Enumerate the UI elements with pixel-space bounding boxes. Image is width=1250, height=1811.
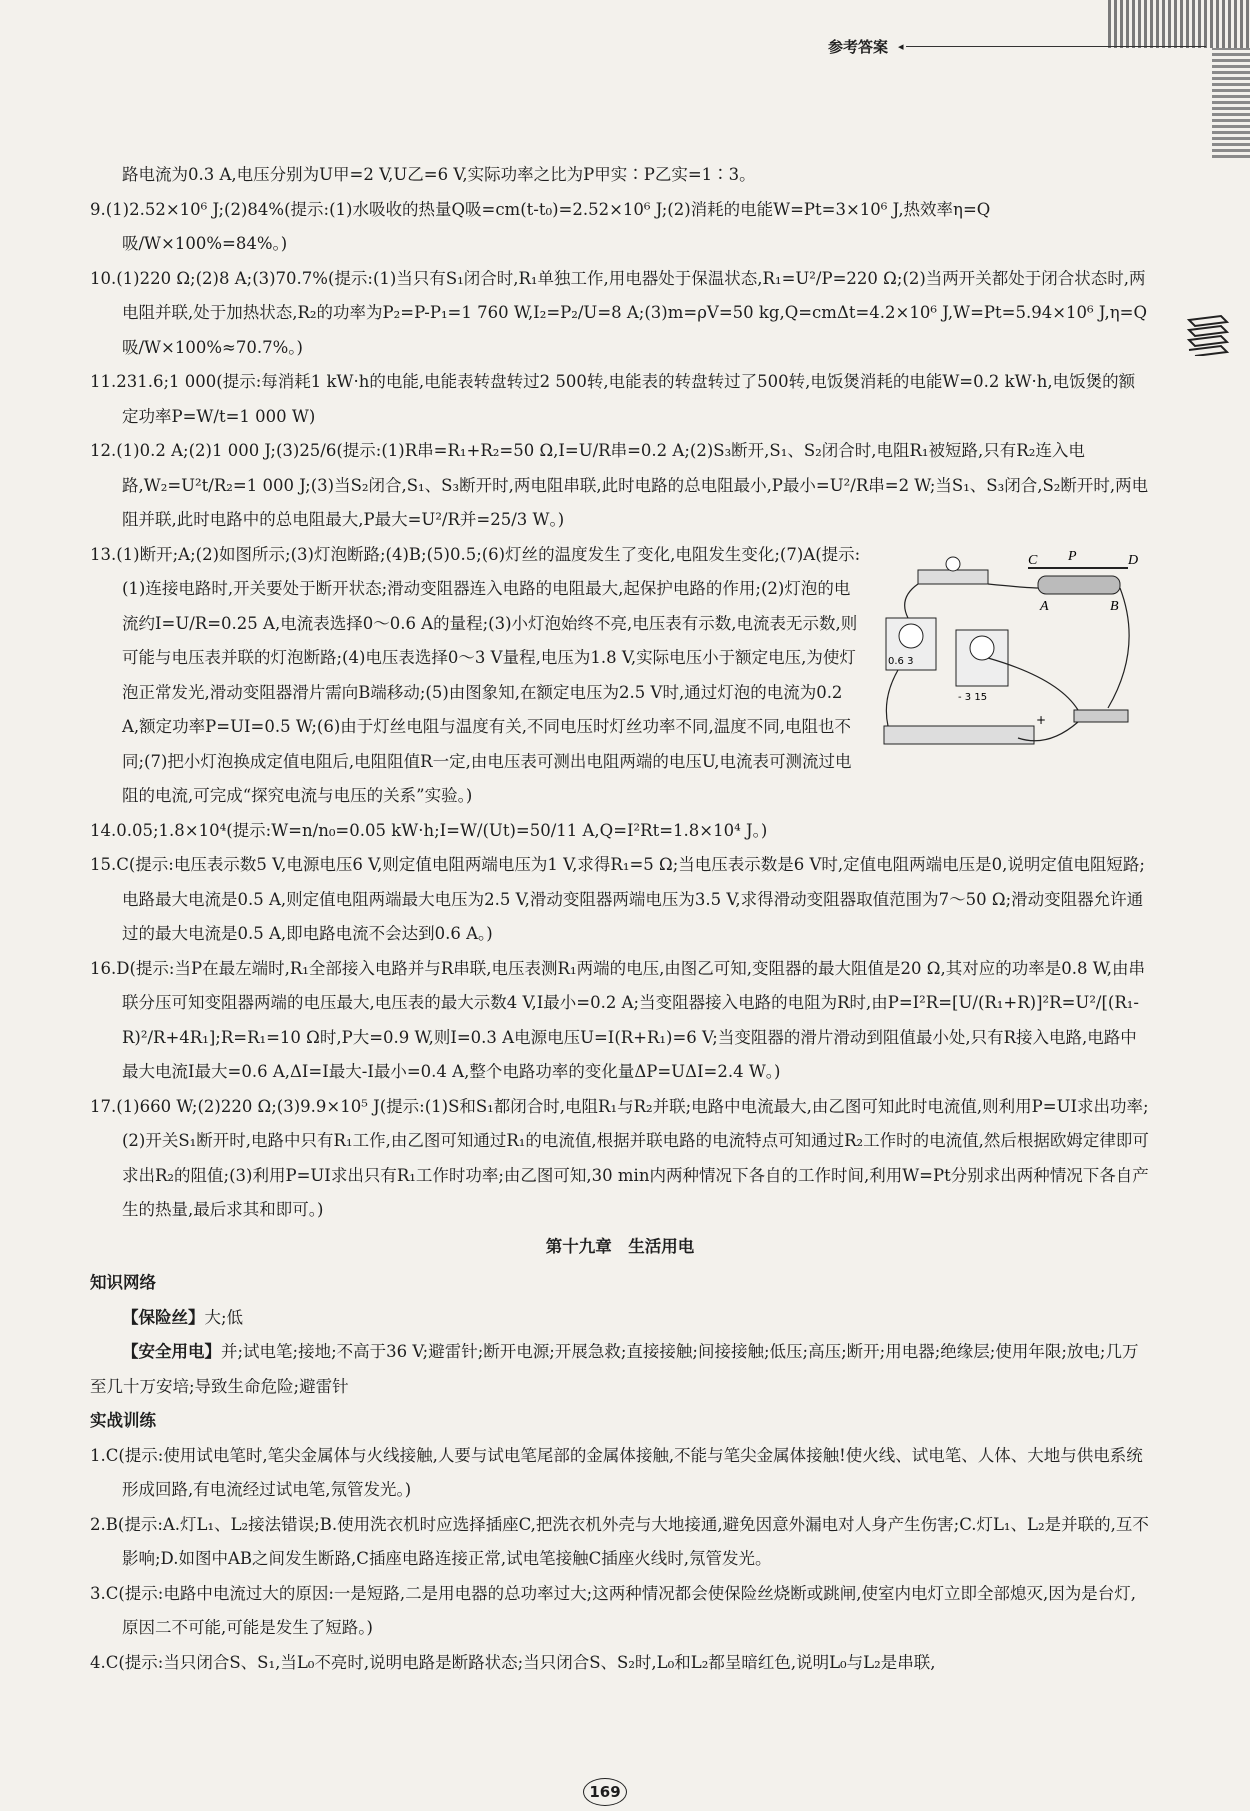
label-b: B: [1110, 598, 1119, 614]
circuit-diagram: [878, 548, 1150, 772]
ammeter-range: 0.6 3: [888, 655, 914, 667]
answer-14: 14.0.05;1.8×10⁴(提示:W=n/n₀=0.05 kW·h;I=W/(Ut)=50/11 A,Q=I²Rt=1.8×10⁴ J。): [90, 820, 768, 840]
practice-4: 4.C(提示:当只闭合S、S₁,当L₀不亮时,说明电路是断路状态;当只闭合S、S₂时,L₀和L₂都呈暗红色,说明L₀与L₂是串联,: [90, 1652, 936, 1672]
answer-10: 10.(1)220 Ω;(2)8 A;(3)70.7%(提示:(1)当只有S₁闭合时,R₁单独工作,用电器处于保温状态,R₁=U²/P=220 Ω;(2)当两开关都处于闭合状态时,两电阻并联,处于加热状态,R₂的功率为P₂=P-P₁=1 760 W,I₂=P₂/U=8 A;(3)m=ρV=50 kg,Q=cmΔt=4.2×10⁶ J,W=Pt=5.94×10⁶ J,η=Q吸/W×100%≈70.7%。): [90, 268, 1148, 357]
label-c: C: [1028, 552, 1038, 568]
answer-17: 17.(1)660 W;(2)220 Ω;(3)9.9×10⁵ J(提示:(1)S和S₁都闭合时,电阻R₁与R₂并联;电路中电流最大,由乙图可知此时电流值,则利用P=UI求出功率;(2)开关S₁断开时,电路中只有R₁工作,由乙图可知通过R₁的电流值,根据并联电路的电流特点可知通过R₂工作时的电流值,然后根据欧姆定律即可求出R₂的阻值;(3)利用P=UI求出只有R₁工作时功率;由乙图可知,30 min内两种情况下各自的工作时间,利用W=Pt分别求出两种情况下各自产生的热量,最后求其和即可。): [90, 1096, 1149, 1219]
answer-13: C P D A B 0.6 3 - 3 15 + 13.(1)断开;A;(2)如图所示;(3)灯泡断路;(4)B;(5)0.5;(6)灯丝的温度发生了变化,电阻发生变化;(7)A(提示:(1)连接电路时,开关要处于断开状态;滑动变阻器连入电路的电阻最大,起保护电路的作用;(2)灯泡的电流约I=U/R=0.25 A,电流表选择0～0.6 A的量程;(3)小灯泡始终不亮,电压表有示数,电流表无示数,则可能与电压表并联的灯泡断路;(4)电压表选择0～3 V量程,电压为1.8 V,实际电压小于额定电压,为使灯泡正常发光,滑动变阻器滑片需向B端移动;(5)由图象知,在额定电压为2.5 V时,通过灯泡的电流为0.2 A,额定功率P=UI=0.5 W;(6)由于灯丝电阻与温度有关,不同电压时灯丝功率不同,温度不同,电阻也不同;(7)把小灯泡换成定值电阻后,电阻阻值R一定,由电压表可测出电阻两端的电压U,电流表可测流过电阻的电流,可完成“探究电流与电压的关系”实验。): [90, 538, 1150, 814]
answer-9: 9.(1)2.52×10⁶ J;(2)84%(提示:(1)水吸收的热量Q吸=cm(t-t₀)=2.52×10⁶ J;(2)消耗的电能W=Pt=3×10⁶ J,热效率η=Q吸/W×100%=84%。): [90, 199, 991, 253]
books-icon: [1185, 312, 1231, 356]
label-d: D: [1128, 552, 1139, 568]
header-label: 参考答案: [828, 38, 889, 56]
answer-content: [90, 158, 1150, 1680]
voltmeter-range: - 3 15: [958, 691, 988, 703]
practice-2: 2.B(提示:A.灯L₁、L₂接法错误;B.使用洗衣机时应选择插座C,把洗衣机外壳与大地接通,避免因意外漏电对人身产生伤害;C.灯L₁、L₂是并联的,互不影响;D.如图中AB之间发生断路,C插座电路连接正常,试电笔接触C插座火线时,氖管发光。: [90, 1514, 1149, 1568]
safety-line: 【安全用电】并;试电笔;接地;不高于36 V;避雷针;断开电源;开展急救;直接接触;间接接触;低压;高压;断开;用电器;绝缘层;使用年限;放电;几万至几十万安培;导致生命危险;避雷针: [90, 1342, 1139, 1396]
battery: [884, 726, 1034, 744]
fuse-line: 【保险丝】大;低: [122, 1307, 244, 1327]
practice-3: 3.C(提示:电路中电流过大的原因:一是短路,二是用电器的总功率过大;这两种情况都会使保险丝烧断或跳闸,使室内电灯立即全部熄灭,因为是台灯,原因二不可能,可能是发生了短路。): [90, 1583, 1136, 1637]
header-rule: [906, 46, 1206, 47]
answer-15: 15.C(提示:电压表示数5 V,电源电压6 V,则定值电阻两端电压为1 V,求得R₁=5 Ω;当电压表示数是6 V时,定值电阻两端电压是0,说明定值电阻短路;电路最大电流是0.5 A,则定值电阻两端最大电压为2.5 V,滑动变阻器两端电压为3.5 V,求得滑动变阻器取值范围为7～50 Ω;滑动变阻器允许通过的最大电流是0.5 A,即电路电流不会达到0.6 A。): [90, 855, 1145, 943]
label-a: A: [1040, 598, 1049, 614]
answer-8-continuation: 路电流为0.3 A,电压分别为U甲=2 V,U乙=6 V,实际功率之比为P甲实∶P乙实=1∶3。: [122, 165, 756, 184]
switch: [1074, 710, 1128, 722]
knowledge-heading: 知识网络: [90, 1273, 156, 1292]
lamp-base: [918, 570, 988, 584]
answer-16: 16.D(提示:当P在最左端时,R₁全部接入电路并与R串联,电压表测R₁两端的电压,由图乙可知,变阻器的最大阻值是20 Ω,其对应的功率是0.8 W,由串联分压可知变阻器两端的电压最大,电压表的最大示数4 V,I最小=0.2 A;当变阻器接入电路的电阻为R时,由P=I²R=[U/(R₁+R)]²R=U²/[(R₁-R)²/R+4R₁];R=R₁=10 Ω时,P大=0.9 W,则I=0.3 A电源电压U=I(R+R₁)=6 V;当变阻器的滑片滑动到阻值最小处,只有R接入电路,电路中最大电流I最大=0.6 A,ΔI=I最大-I最小=0.4 A,整个电路功率的变化量ΔP=UΔI=2.4 W。): [90, 958, 1146, 1081]
answer-11: 11.231.6;1 000(提示:每消耗1 kW·h的电能,电能表转盘转过2 500转,电能表的转盘转过了500转,电饭煲消耗的电能W=0.2 kW·h,电饭煲的额定功率P=W/t=1 000 W): [90, 372, 1136, 426]
header-arrow-icon: ◂: [898, 40, 904, 53]
header-stripes: [1108, 0, 1250, 48]
rheostat: [1038, 576, 1120, 594]
label-p: P: [1068, 548, 1077, 564]
practice-1: 1.C(提示:使用试电笔时,笔尖金属体与火线接触,人要与试电笔尾部的金属体接触,不能与笔尖金属体接触!使火线、试电笔、人体、大地与供电系统形成回路,有电流经过试电笔,氖管发光。): [90, 1445, 1143, 1499]
battery-plus: +: [1036, 712, 1047, 727]
page-number: 169: [583, 1778, 627, 1806]
bulb: [946, 557, 960, 571]
side-stripes: [1212, 48, 1250, 158]
answer-12: 12.(1)0.2 A;(2)1 000 J;(3)25/6(提示:(1)R串=R₁+R₂=50 Ω,I=U/R串=0.2 A;(2)S₃断开,S₁、S₂闭合时,电阻R₁被短路,只有R₂连入电路,W₂=U²t/R₂=1 000 J;(3)当S₂闭合,S₁、S₃断开时,两电阻串联,此时电路的总电阻最小,P最小=U²/R串=2 W;当S₁、S₃闭合,S₂断开时,两电阻并联,此时电路中的总电阻最大,P最大=U²/R并=25/3 W。): [90, 441, 1149, 529]
practice-heading: 实战训练: [90, 1411, 156, 1430]
chapter-title: 第十九章 生活用电: [545, 1236, 695, 1256]
